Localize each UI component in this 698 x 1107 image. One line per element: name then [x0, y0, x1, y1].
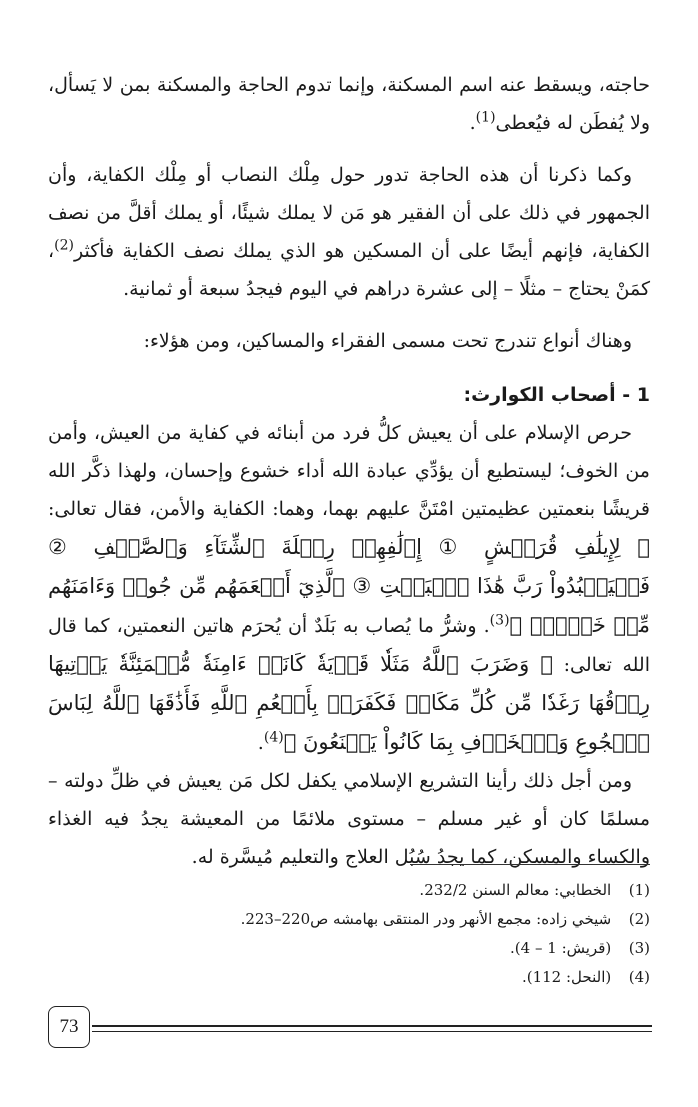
footnote-number: (3) — [628, 939, 650, 957]
paragraph-1-text: حاجته، ويسقط عنه اسم المسكنة، وإنما تدوم الحاجة والمسكنة بمن لا يَسأل، ولا يُفطَن له فيُعطى — [48, 74, 650, 134]
section-heading: 1 - أصحاب الكوارث: — [463, 384, 650, 406]
footnote-item — [48, 934, 650, 963]
footnote-ref-3: (3) — [489, 612, 510, 629]
paragraph-2-text: وكما ذكرنا أن هذه الحاجة تدور حول مِلْك النصاب أو مِلْك الكفاية، وأن الجمهور في ذلك على أن الفقير هو مَن لا يملك شيئًا، أو يملك أقلَّ من نصف الكفاية، فإنهم أيضًا على أن المسكين هو الذي يملك نصف الكفاية فأكثر — [48, 164, 651, 262]
quran-verse-nahl: ﴿ وَضَرَبَ ٱللَّهُ مَثَلٗا قَرۡيَةٗ كَانَتۡ ءَامِنَةٗ مُّطۡمَئِنَّةٗ يَأۡتِيهَا رِزۡقُهَا رَغَدٗا مِّن كُلِّ مَكَانٖ فَكَفَرَتۡ بِأَنۡعُمِ ٱللَّهِ فَأَذَٰقَهَا ٱللَّهُ لِبَاسَ ٱلۡجُوعِ وَٱلۡخَوۡفِ بِمَا كَانُواْ يَصۡنَعُونَ ﴾ — [48, 652, 650, 754]
paragraph-5: ومن أجل ذلك رأينا التشريع الإسلامي يكفل لكل مَن يعيش في ظلِّ دولته – مسلمًا كان أو غير مسلم – مستوى ملائمًا من المعيشة يجدُ فيه الغذاء والكساء والمسكن، كما يجدُ سُبُل العلاج والتعليم مُيسَّرة له. — [48, 770, 650, 868]
paragraph-4-end: . — [257, 732, 264, 754]
footnote-text: (النحل: 112). — [521, 968, 612, 986]
footnote-ref-1: (1) — [475, 109, 496, 126]
footer-rule-thin — [92, 1031, 652, 1032]
footnote-item — [48, 963, 650, 992]
paragraph-3: وهناك أنواع تندرج تحت مسمى الفقراء والمساكين، ومن هؤلاء: — [143, 330, 632, 352]
footnote-item — [48, 905, 650, 934]
paragraph-2-end: ، كمَنْ يحتاج – مثلًا – إلى عشرة دراهم في اليوم فيجدُ سبعة أو ثمانية. — [48, 240, 650, 300]
footnote-text: الخطابي: معالم السنن 232/2. — [419, 881, 612, 899]
page-body — [48, 66, 650, 876]
footnote-separator — [410, 864, 650, 865]
page-number: 73 — [48, 1006, 90, 1048]
quran-verse-quraysh: ﴿ لِإِيلَٰفِ قُرَيۡشٍ ① إِۦلَٰفِهِمۡ رِحۡلَةَ ٱلشِّتَآءِ وَٱلصَّيۡفِ ② فَلۡيَعۡبُدُواْ رَبَّ هَٰذَا ٱلۡبَيۡتِ ③ ٱلَّذِيٓ أَطۡعَمَهُم مِّن جُوعٖ وَءَامَنَهُم مِّنۡ خَوۡفِۭ ﴾ — [48, 535, 650, 637]
footnote-number: (2) — [628, 910, 650, 928]
paragraph-4 — [48, 414, 650, 762]
paragraph-4-text-a: حرص الإسلام على أن يعيش كلُّ فرد من أبنائه في كفاية من العيش، وأمن من الخوف؛ ليستطيع أن يؤدِّي عبادة الله أداء خشوع وإحسان، ولهذا ذكَّر الله قريشًا بنعمتين عظيمتين امْتَنَّ عليهم بهما، وهما: الكفاية والأمن، فقال تعالى: — [48, 422, 650, 520]
paragraph-4-text-b: . وشرُّ ما يُصاب به بَلَدٌ أن يُحرَم هاتين النعمتين، كما قال الله تعالى: — [48, 615, 651, 676]
footnote-number: (1) — [628, 881, 650, 899]
paragraph-1-end: . — [469, 112, 476, 134]
paragraph-2 — [48, 156, 650, 308]
footer-rule — [92, 1025, 652, 1027]
footnote-text: (قريش: 1 – 4). — [510, 939, 612, 957]
paragraph-1 — [48, 66, 650, 142]
footnotes — [48, 876, 650, 992]
footnote-ref-2: (2) — [54, 237, 74, 254]
footnote-ref-4: (4) — [263, 729, 284, 746]
footnote-number: (4) — [628, 968, 650, 986]
footnote-item — [48, 876, 650, 905]
footnote-text: شيخي زاده: مجمع الأنهر ودر المنتقى بهامشه ص220–223. — [240, 910, 612, 928]
